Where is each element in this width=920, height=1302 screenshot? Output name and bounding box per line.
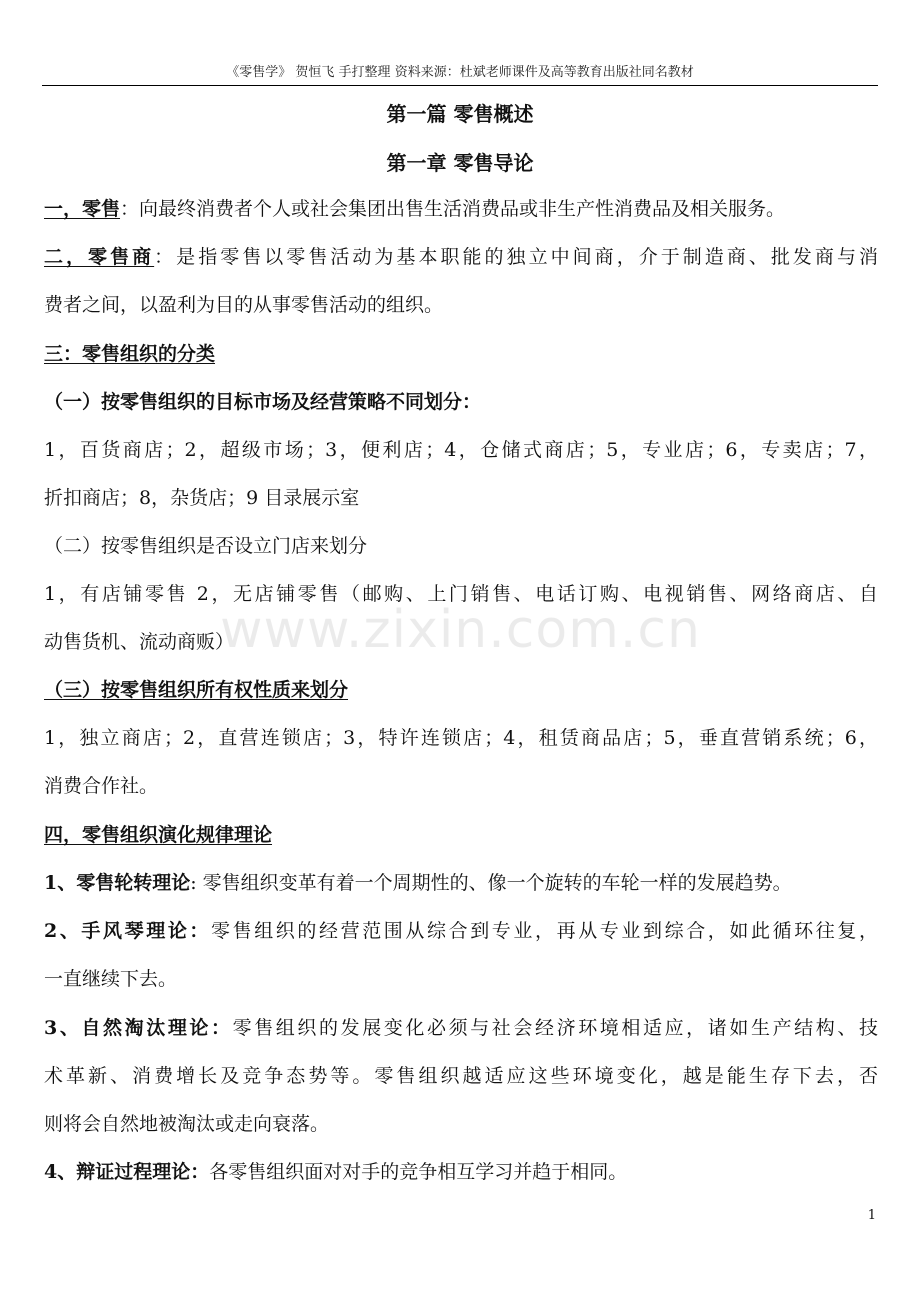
- theory-3-term: 3、自然淘汰理论：: [44, 1017, 233, 1039]
- section-4-heading: 四，零售组织演化规律理论: [44, 824, 273, 846]
- class-1-heading: （一）按零售组织的目标市场及经营策略不同划分：: [44, 391, 482, 413]
- theory-4-term: 4、辩证过程理论：: [44, 1161, 210, 1183]
- theory-4: [44, 1158, 878, 1186]
- class-3-line-1: 1，独立商店；2，直营连锁店；3，特许连锁店；4，租赁商品店；5，垂直营销系统；6，: [44, 727, 878, 749]
- term-retailer: 二，零售商: [44, 246, 155, 268]
- class-2-line-2: 动售货机、流动商贩）: [44, 631, 235, 653]
- theory-3: [44, 1014, 878, 1042]
- theory-1: [44, 869, 878, 897]
- definition-retailer: [44, 243, 878, 271]
- class-2-line-1: 1，有店铺零售 2，无店铺零售（邮购、上门销售、电话订购、电视销售、网络商店、自: [44, 583, 878, 605]
- definition-retail: [44, 195, 878, 223]
- theory-3-line-3: 则将会自然地被淘汰或走向衰落。: [44, 1113, 330, 1135]
- theory-3-text-1: 零售组织的发展变化必须与社会经济环境相适应，诸如生产结构、技: [232, 1017, 878, 1039]
- theory-2-term: 2、手风琴理论：: [44, 920, 212, 942]
- section-3-heading: 三：零售组织的分类: [44, 343, 216, 365]
- part-title: 第一篇 零售概述: [386, 102, 534, 126]
- watermark: www.zixin.com.cn: [220, 600, 701, 660]
- definition-retail-text: ：向最终消费者个人或社会集团出售生活消费品或非生产性消费品及相关服务。: [120, 198, 786, 220]
- theory-3-line-2: 术革新、消费增长及竞争态势等。零售组织越适应这些环境变化，越是能生存下去，否: [44, 1065, 878, 1087]
- definition-retailer-text-1: ：是指零售以零售活动为基本职能的独立中间商，介于制造商、批发商与消: [154, 246, 878, 268]
- definition-retailer-line-2: 费者之间，以盈利为目的从事零售活动的组织。: [44, 294, 444, 316]
- class-3-heading: （三）按零售组织所有权性质来划分: [44, 679, 349, 701]
- page-number: 1: [867, 1208, 876, 1223]
- theory-1-term: 1、零售轮转理论: [44, 872, 191, 894]
- theory-2: [44, 917, 878, 945]
- theory-4-text: 各零售组织面对对手的竞争相互学习并趋于相同。: [209, 1161, 628, 1183]
- class-3-line-2: 消费合作社。: [44, 775, 159, 797]
- class-1-line-1: 1，百货商店；2，超级市场；3，便利店；4，仓储式商店；5，专业店；6，专卖店；7，: [44, 439, 878, 461]
- theory-2-text-1: 零售组织的经营范围从综合到专业，再从专业到综合，如此循环往复，: [211, 920, 878, 942]
- chapter-title: 第一章 零售导论: [386, 151, 534, 175]
- term-retail: 一，零售: [44, 198, 121, 220]
- running-header: 《零售学》 贺恒飞 手打整理 资料来源：杜斌老师课件及高等教育出版社同名教材: [226, 65, 694, 80]
- header-rule: [42, 85, 878, 86]
- theory-2-line-2: 一直继续下去。: [44, 968, 178, 990]
- class-1-line-2: 折扣商店；8，杂货店；9 目录展示室: [44, 487, 360, 509]
- class-2-heading: （二）按零售组织是否设立门店来划分: [44, 535, 368, 557]
- theory-1-text: : 零售组织变革有着一个周期性的、像一个旋转的车轮一样的发展趋势。: [190, 872, 792, 894]
